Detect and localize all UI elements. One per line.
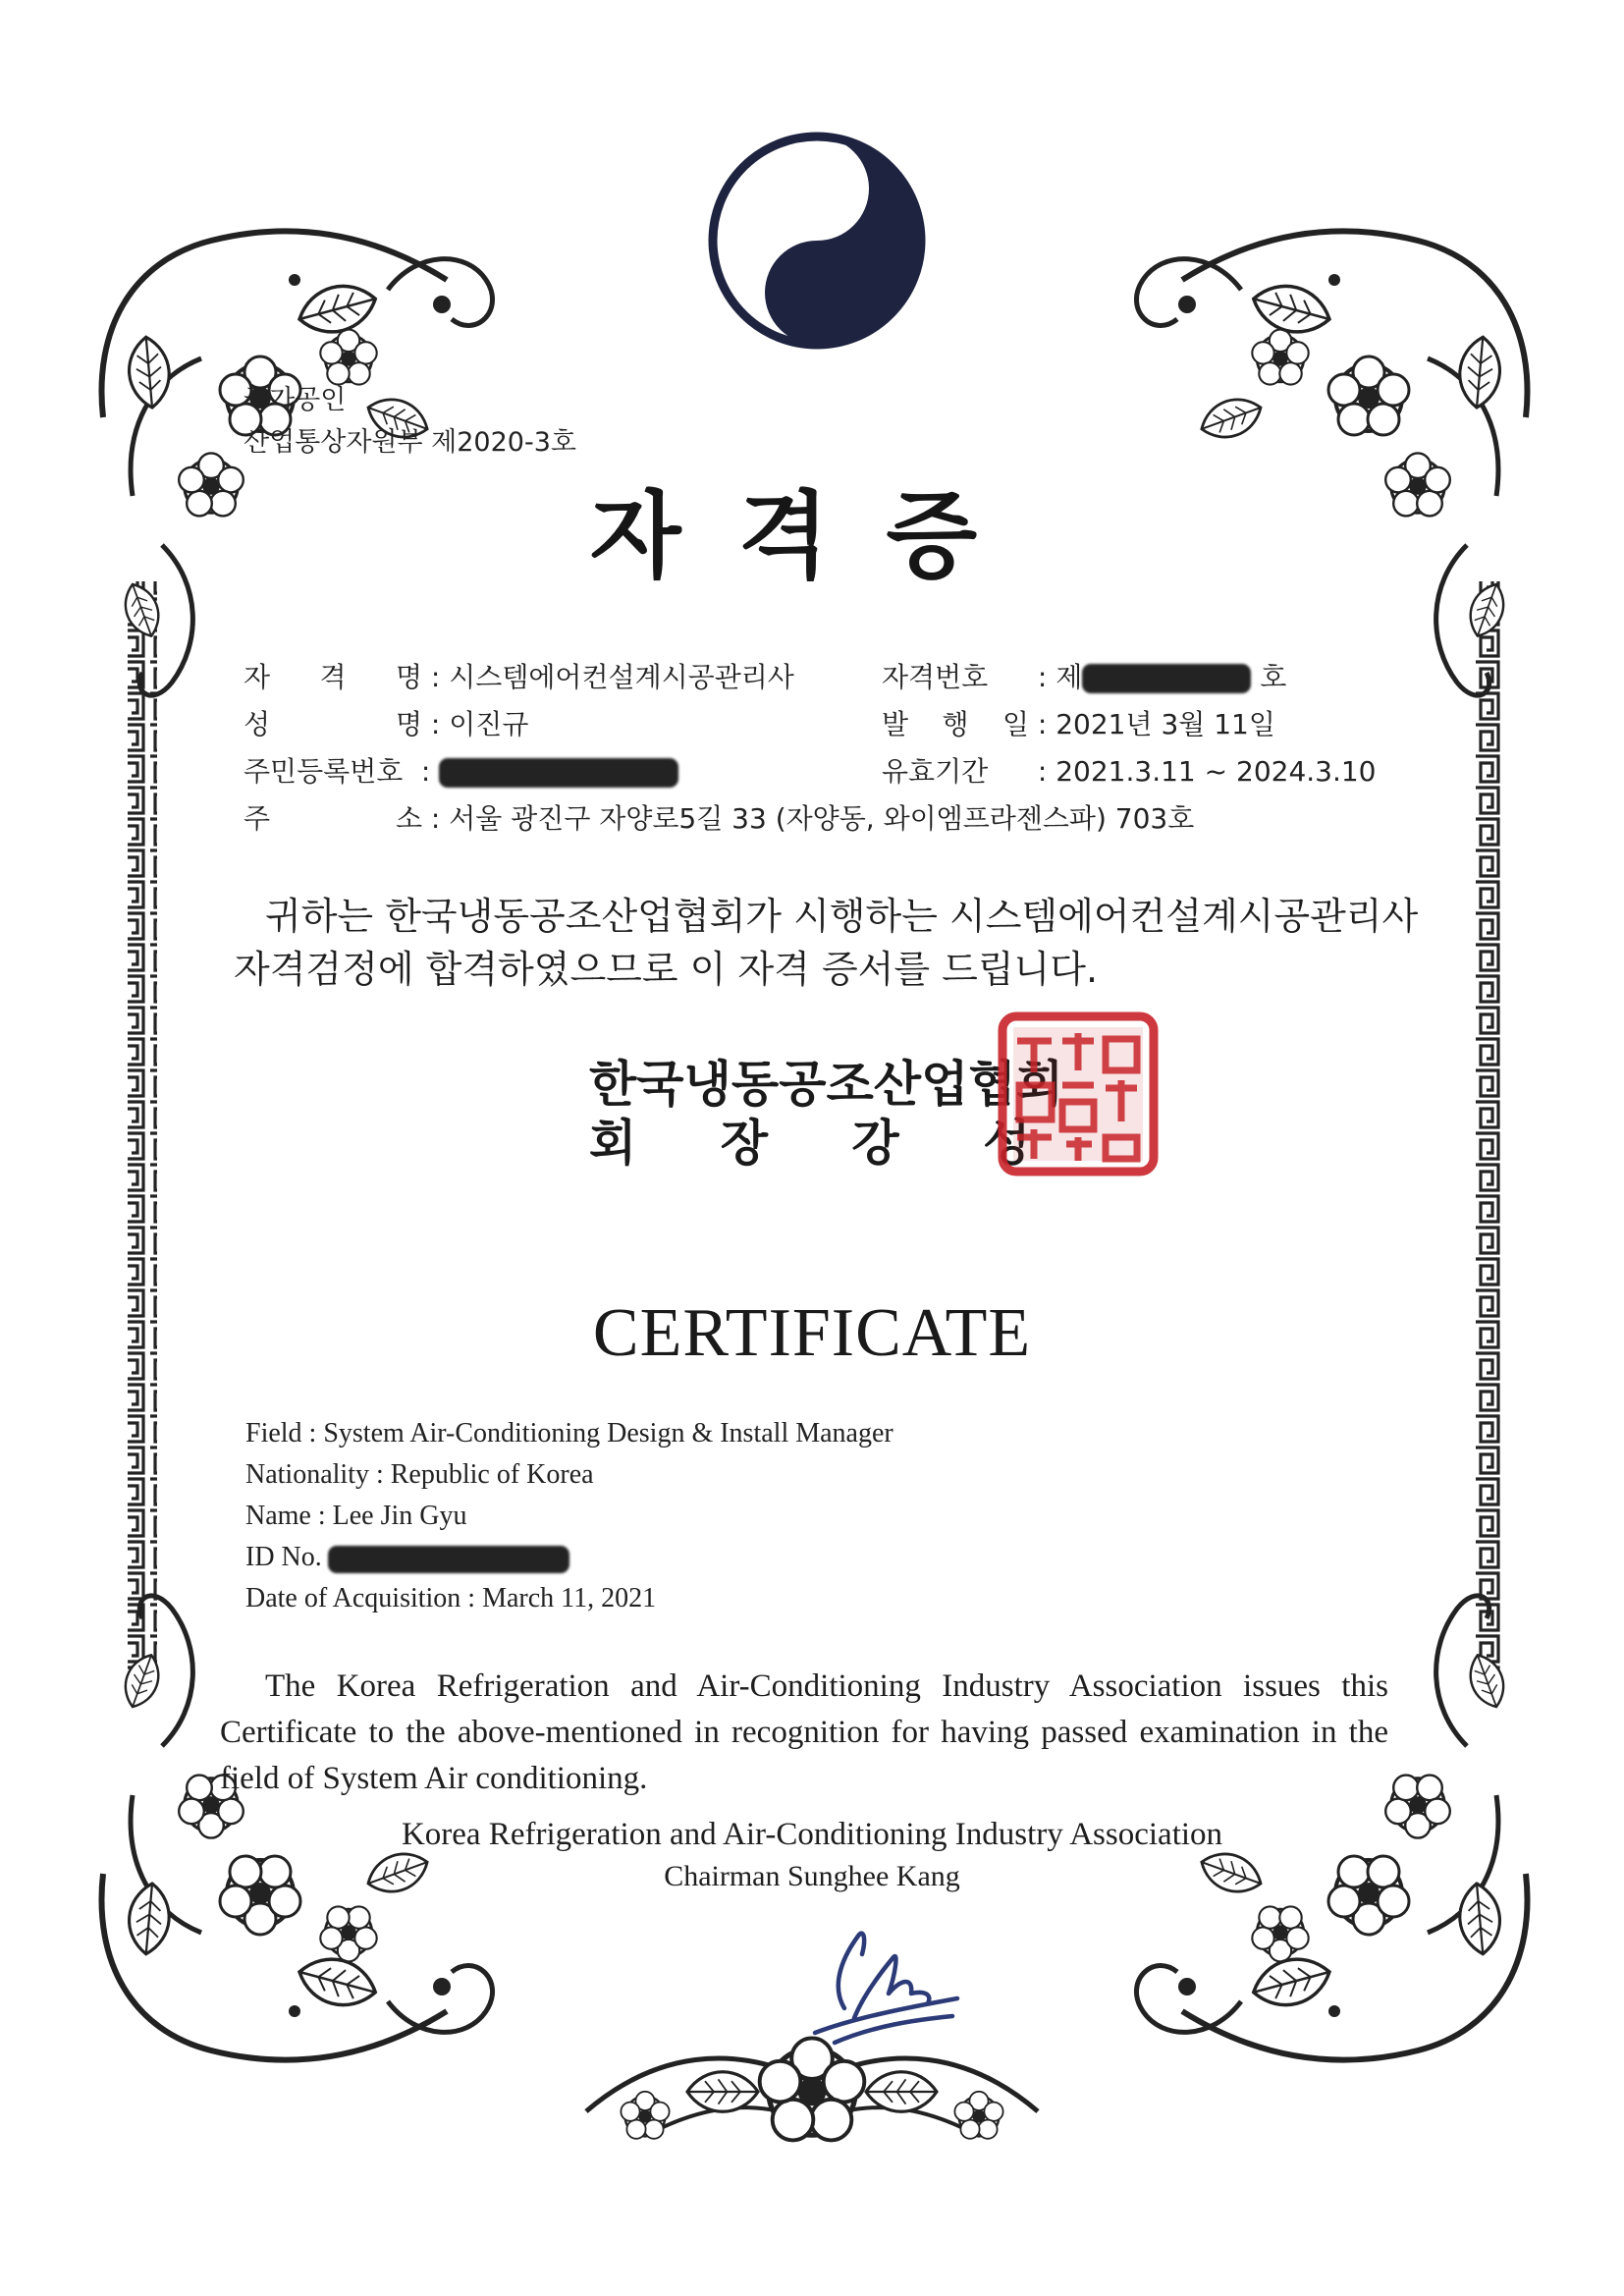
issuer-chairman-korean: 회 장 강 성 [589,1115,1064,1172]
korean-body-line-2: 자격검정에 합격하였으므로 이 자격 증서를 드립니다. [234,948,1099,991]
name-label: 성 명 [244,708,422,740]
issuer-chairman-english: Chairman Sunghee Kang [664,1860,960,1892]
resident-number-redacted [439,758,678,788]
issuer-organization-english: Korea Refrigeration and Air-Conditioning Industry Association [401,1817,1223,1852]
english-field-name: Name : Lee Jin Gyu [245,1501,467,1531]
field-valid-period: 유효기간 : 2021.3.11 ~ 2024.3.10 [882,750,1377,790]
cert-number-suffix: 호 [1260,661,1287,693]
issuer-organization-korean: 한국냉동공조산업협회 [589,1056,1063,1113]
english-field-nationality: Nationality : Republic of Korea [245,1459,594,1490]
english-field-id [245,1542,569,1573]
qualification-value: 시스템에어컨설계시공관리사 [449,661,794,693]
english-field-date: Date of Acquisition : March 11, 2021 [245,1583,657,1613]
official-seal-stamp [998,1011,1159,1176]
field-name: 성 명 : 이진규 [244,703,528,742]
field-cert-number: 자격번호 : 제 호 [882,656,1286,695]
page-title-english: CERTIFICATE [592,1295,1032,1371]
chairman-signature [785,1900,982,2048]
qualification-label: 자 격 명 [244,661,422,693]
valid-period-label: 유효기간 [882,755,989,788]
accreditation-label: 국가공인 [244,385,347,415]
name-value: 이진규 [449,708,529,740]
page-title-korean: 자격증 [589,481,1035,591]
valid-period-value: 2021.3.11 ~ 2024.3.10 [1056,755,1377,788]
cert-number-prefix: 제 [1056,661,1083,693]
english-body: The Korea Refrigeration and Air-Conditioning Industry Association issues this Certificate to the above-mentioned in recognition for having passed examination in the field of System Air conditioning. [220,1668,1388,1796]
issue-date-value: 2021년 3월 11일 [1056,708,1275,740]
field-resident-number: 주민등록번호 : [244,750,678,790]
cert-number-label: 자격번호 [882,661,989,693]
resident-number-label: 주민등록번호 [244,755,404,788]
field-issue-date: 발 행 일 : 2021년 3월 11일 [882,703,1275,742]
id-number-redacted [328,1546,569,1573]
field-qualification: 자 격 명 : 시스템에어컨설계시공관리사 [244,656,794,695]
english-field-field: Field : System Air-Conditioning Design & Install Manager [245,1418,893,1449]
id-label: ID No. [245,1542,322,1572]
address-value: 서울 광진구 자양로5길 33 (자양동, 와이엠프라젠스파) 703호 [449,802,1195,835]
ministry-registration: 산업통상자원부 제2020-3호 [244,427,576,458]
korean-body-line-1: 귀하는 한국냉동공조산업협회가 시행하는 시스템에어컨설계시공관리사 [265,895,1419,938]
address-label: 주 소 [244,802,422,835]
field-address: 주 소 : 서울 광진구 자양로5길 33 (자양동, 와이엠프라젠스파) 703호 [244,797,1194,837]
cert-number-redacted [1082,664,1251,693]
issue-date-label: 발 행 일 [882,708,1029,740]
